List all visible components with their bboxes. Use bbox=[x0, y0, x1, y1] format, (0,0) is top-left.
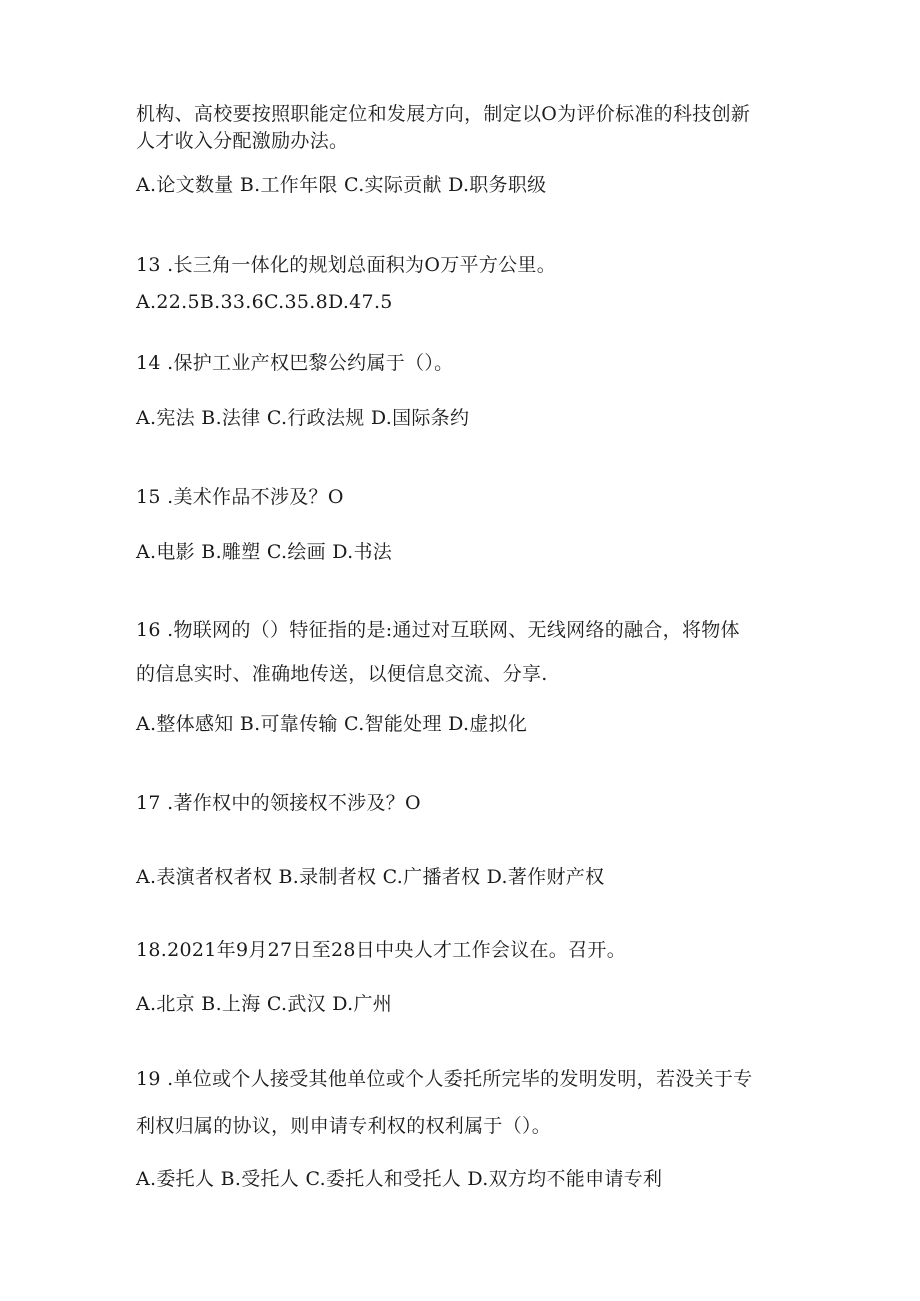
q13-text: 13 .长三角一体化的规划总面积为O万平方公里。 bbox=[136, 254, 557, 276]
q19-text-line-1: 19 .单位或个人接受其他单位或个人委托所完毕的发明发明，若没关于专 bbox=[136, 1068, 753, 1090]
q16-text-line-2: 的信息实时、准确地传送，以便信息交流、分享. bbox=[136, 663, 548, 685]
q18-options: A.北京 B.上海 C.武汉 D.广州 bbox=[136, 993, 393, 1015]
q19-text-line-2: 利权归属的协议，则申请专利权的权利属于（）。 bbox=[136, 1115, 552, 1137]
q19-options: A.委托人 B.受托人 C.委托人和受托人 D.双方均不能申请专利 bbox=[136, 1168, 663, 1190]
q14-text: 14 .保护工业产权巴黎公约属于（）。 bbox=[136, 352, 454, 374]
q16-text-line-1: 16 .物联网的（）特征指的是:通过对互联网、无线网络的融合，将物体 bbox=[136, 619, 740, 641]
q17-options: A.表演者权者权 B.录制者权 C.广播者权 D.著作财产权 bbox=[136, 866, 605, 888]
q14-options: A.宪法 B.法律 C.行政法规 D.国际条约 bbox=[136, 407, 470, 429]
q13-options: A.22.5B.33.6C.35.8D.47.5 bbox=[136, 291, 393, 313]
q12-text-line-1: 机构、高校要按照职能定位和发展方向，制定以O为评价标准的科技创新 bbox=[136, 103, 751, 125]
q17-text: 17 .著作权中的领接权不涉及？O bbox=[136, 792, 421, 814]
q18-text: 18.2021年9月27日至28日中央人才工作会议在。召开。 bbox=[136, 939, 627, 961]
q15-options: A.电影 B.雕塑 C.绘画 D.书法 bbox=[136, 541, 393, 563]
q16-options: A.整体感知 B.可靠传输 C.智能处理 D.虚拟化 bbox=[136, 713, 528, 735]
q15-text: 15 .美术作品不涉及？O bbox=[136, 486, 344, 508]
q12-text-line-2: 人才收入分配激励办法。 bbox=[136, 130, 349, 152]
q12-options: A.论文数量 B.工作年限 C.实际贡献 D.职务职级 bbox=[136, 174, 547, 196]
